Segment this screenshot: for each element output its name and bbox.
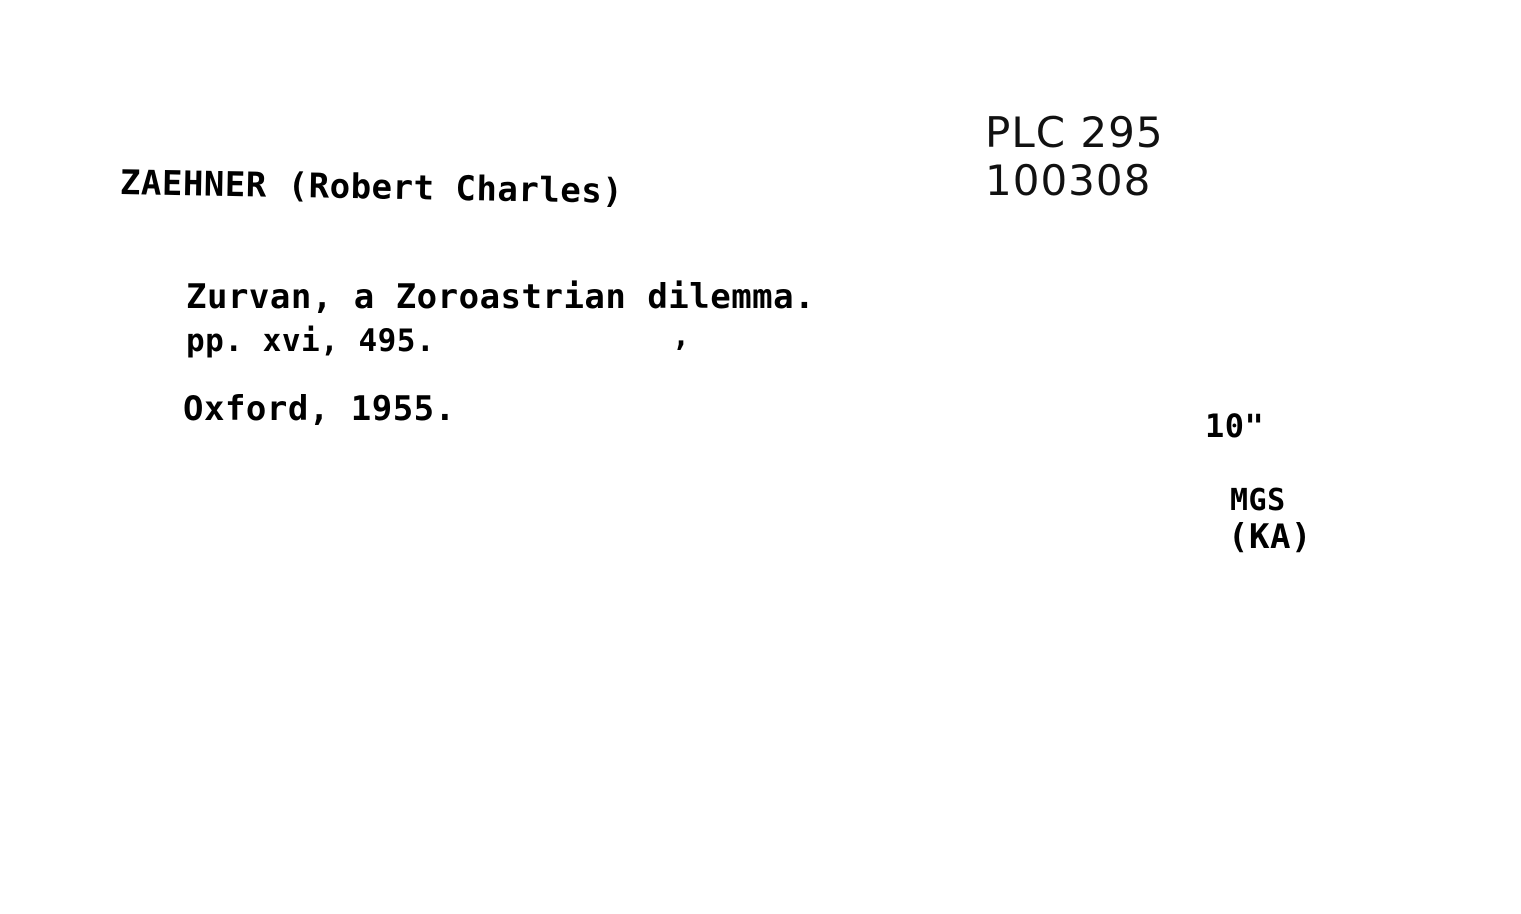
imprint: Oxford, 1955. <box>183 389 456 429</box>
pagination: pp. xvi, 495. <box>186 323 436 359</box>
stray-typed-mark: , <box>672 319 691 354</box>
author-heading: ZAEHNER (Robert Charles) <box>119 163 624 212</box>
location-subcode: (KA) <box>1228 517 1312 557</box>
shelfmark-line-1: PLC 295 <box>985 108 1164 157</box>
size-note: 10" <box>1205 407 1265 445</box>
shelfmark-line-2: 100308 <box>985 156 1152 205</box>
book-title: Zurvan, a Zoroastrian dilemma. <box>186 277 816 317</box>
location-code: MGS <box>1230 483 1286 518</box>
